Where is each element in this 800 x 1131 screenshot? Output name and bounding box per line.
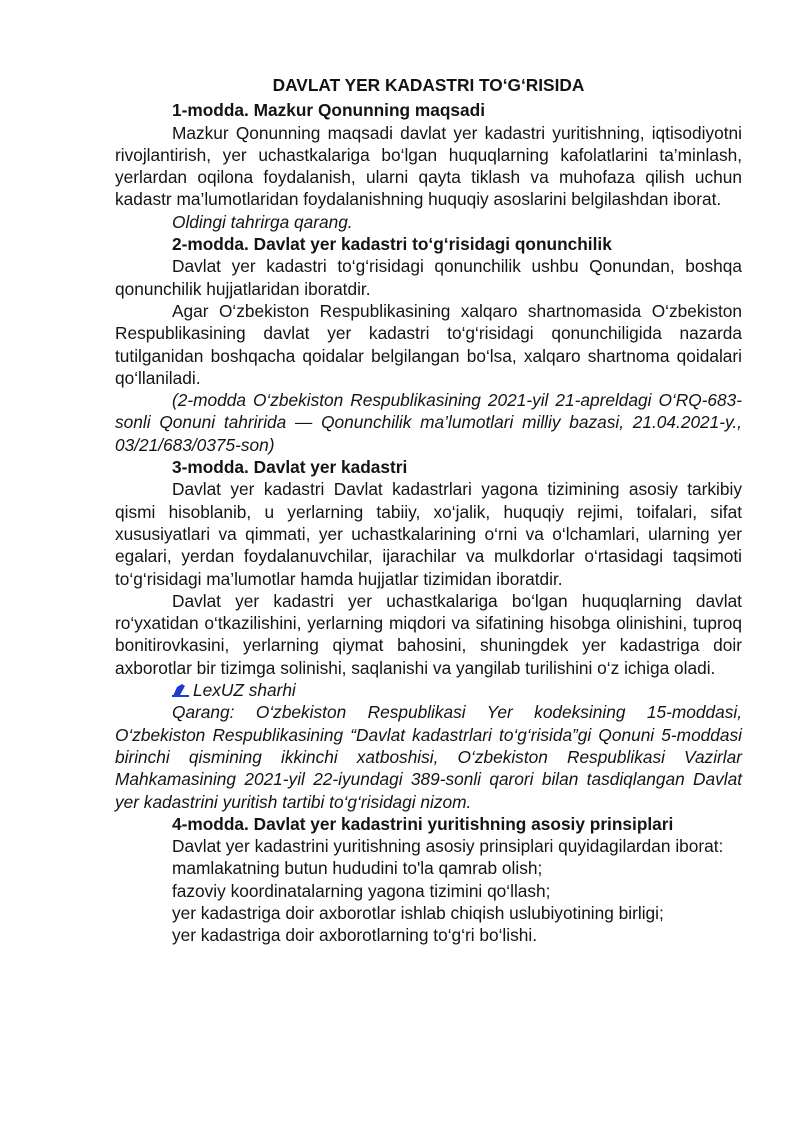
article-2-paragraph-1: Davlat yer kadastri to‘g‘risidagi qonunchilik ushbu Qonundan, boshqa qonunchilik hujjatlaridan iboratdir.: [115, 256, 742, 299]
article-3-reference: Qarang: O‘zbekiston Respublikasi Yer kodeksining 15-moddasi, O‘zbekiston Respublikasining “Davlat kadastrlari to‘g‘risida”gi Qonuni 5-moddasi birinchi qismining ikkinchi xatboshisi, O‘zbekiston Respublikasi Vazirlar Mahkamasining 2021-yil 22-iyundagi 389-sonli qarori bilan tasdiqlangan Davlat yer kadastrini yuritish tartibi to‘g‘risidagi nizom.: [115, 702, 742, 812]
article-2-paragraph-2: Agar O‘zbekiston Respublikasining xalqaro shartnomasida O‘zbekiston Respublikasining davlat yer kadastri to‘g‘risidagi qonunchiligida nazarda tutilganidan boshqacha qoidalar belgilangan bo‘lsa, xalqaro shartnoma qoidalari qo‘llaniladi.: [115, 300, 742, 388]
article-4-paragraph-1: Davlat yer kadastrini yuritishning asosiy prinsiplari quyidagilardan iborat:: [172, 836, 724, 857]
article-1-heading: 1-modda. Mazkur Qonunning maqsadi: [172, 100, 486, 121]
lexuz-pen-icon: [172, 684, 189, 697]
list-item: yer kadastriga doir axborotlarning to‘g‘ri bo‘lishi.: [172, 925, 538, 946]
lexuz-commentary-label: LexUZ sharhi: [193, 680, 296, 701]
document-title: DAVLAT YER KADASTRI TO‘G‘RISIDA: [272, 75, 585, 95]
previous-edition-link[interactable]: Oldingi tahrirga qarang.: [172, 211, 353, 232]
list-item: yer kadastriga doir axborotlar ishlab chiqish uslubiyotining birligi;: [172, 902, 664, 923]
article-3-heading: 3-modda. Davlat yer kadastri: [172, 457, 408, 478]
article-3-paragraph-1: Davlat yer kadastri Davlat kadastrlari yagona tizimining asosiy tarkibiy qismi hisoblanib, u yerlarning tabiiy, xo‘jalik, huquqiy rejimi, toifalari, sifat xususiyatlari va qimmati, yer uchastkalarining o‘rni va o‘lchamlari, ularning yer egalari, yerdan foydalanuvchilar, ijarachilar va mulkdorlar o‘rtasidagi taqsimoti to‘g‘risidagi ma’lumotlar hamda hujjatlar tizimidan iboratdir.: [115, 479, 742, 589]
article-1-paragraph-1: Mazkur Qonunning maqsadi davlat yer kadastri yuritishning, iqtisodiyotni rivojlantirish, yer uchastkalariga bo‘lgan huquqlarning kafolatlarini ta’minlash, yerlardan oqilona foydalanish, ularni qayta tiklash va muhofaza qilish uchun kadastr ma’lumotlaridan foydalanishning huquqiy asoslarini belgilashdan iborat.: [115, 122, 742, 210]
list-item: mamlakatning butun hududini to'la qamrab olish;: [172, 858, 543, 879]
list-item: fazoviy koordinatalarning yagona tizimini qo‘llash;: [172, 880, 551, 901]
lexuz-commentary-link[interactable]: [115, 679, 742, 701]
article-2-amendment-note: (2-modda O‘zbekiston Respublikasining 2021-yil 21-apreldagi O‘RQ-683-sonli Qonuni tahririda — Qonunchilik ma’lumotlari milliy bazasi, 21.04.2021-y., 03/21/683/0375-son): [115, 390, 742, 455]
article-3-paragraph-2: Davlat yer kadastri yer uchastkalariga bo‘lgan huquqlarning davlat ro‘yxatidan o‘tkazilishini, yerlarning miqdori va sifatining hisobga olinishini, tuproq bonitirovkasini, yerlarning qiymat bahosini, shuningdek yer kadastriga doir axborotlar bir tizimga solinishi, saqlanishi va yangilab turilishini o‘z ichiga oladi.: [115, 590, 742, 678]
article-4-heading: 4-modda. Davlat yer kadastrini yuritishning asosiy prinsiplari: [172, 813, 674, 834]
article-2-heading: 2-modda. Davlat yer kadastri to‘g‘risidagi qonunchilik: [172, 234, 612, 255]
